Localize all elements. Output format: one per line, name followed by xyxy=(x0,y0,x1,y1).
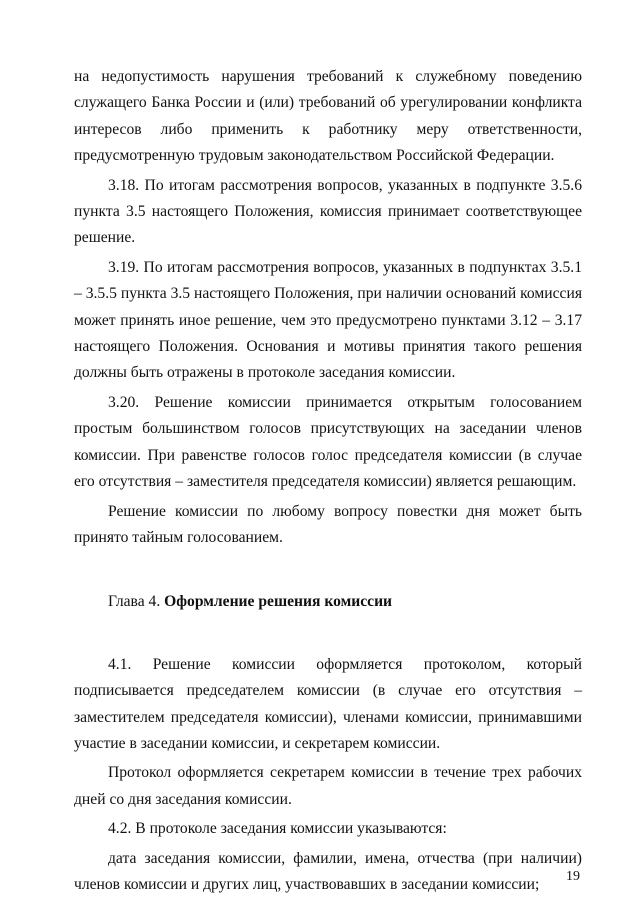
paragraph-3-19: 3.19. По итогам рассмотрения вопросов, указанных в подпунктах 3.5.1 – 3.5.5 пункта 3.5 настоящего Положения, при наличии оснований комиссия может принять иное решение, чем это предусмотрено пунктами 3.12 – 3.17 настоящего Положения. Основания и мотивы принятия такого решения должны быть отражены в протоколе заседания комиссии. xyxy=(74,258,582,382)
paragraph-4-1: 4.1. Решение комиссии оформляется протоколом, который подписывается председателем комиссии (в случае его отсутствия – заместителем председателя комиссии), членами комиссии, принимавшими участие в заседании комиссии, и секретарем комиссии. xyxy=(74,655,582,752)
chapter-heading xyxy=(74,589,582,615)
paragraph-3-18: 3.18. По итогам рассмотрения вопросов, указанных в подпункте 3.5.6 пункта 3.5 настоящего Положения, комиссия принимает соответствующее решение. xyxy=(74,176,582,247)
page-number: 19 xyxy=(566,869,580,884)
paragraph-continuation: на недопустимость нарушения требований к служебному поведению служащего Банка России и (или) требований об урегулировании конфликта интересов либо применить к работнику меру ответственности, предусмотренную трудовым законодательством Российской Федерации. xyxy=(74,68,582,165)
paragraph-4-2: 4.2. В протоколе заседания комиссии указываются: xyxy=(108,820,447,838)
paragraph-secret-vote: Решение комиссии по любому вопросу повестки дня может быть принято тайным голосованием. xyxy=(74,502,582,546)
document-body xyxy=(74,64,582,901)
paragraph-list-item: дата заседания комиссии, фамилии, имена, отчества (при наличии) членов комиссии и других лиц, участвовавших в заседании комиссии; xyxy=(74,849,582,893)
chapter-title: Оформление решения комиссии xyxy=(164,593,393,611)
chapter-prefix: Глава 4. xyxy=(108,593,165,611)
paragraph-3-20: 3.20. Решение комиссии принимается открытым голосованием простым большинством голосов присутствующих на заседании членов комиссии. При равенстве голосов голос председателя комиссии (в случае его отсутствия – заместителя председателя комиссии) является решающим. xyxy=(74,393,582,491)
paragraph-protocol: Протокол оформляется секретарем комиссии в течение трех рабочих дней со дня заседания комиссии. xyxy=(74,764,582,808)
